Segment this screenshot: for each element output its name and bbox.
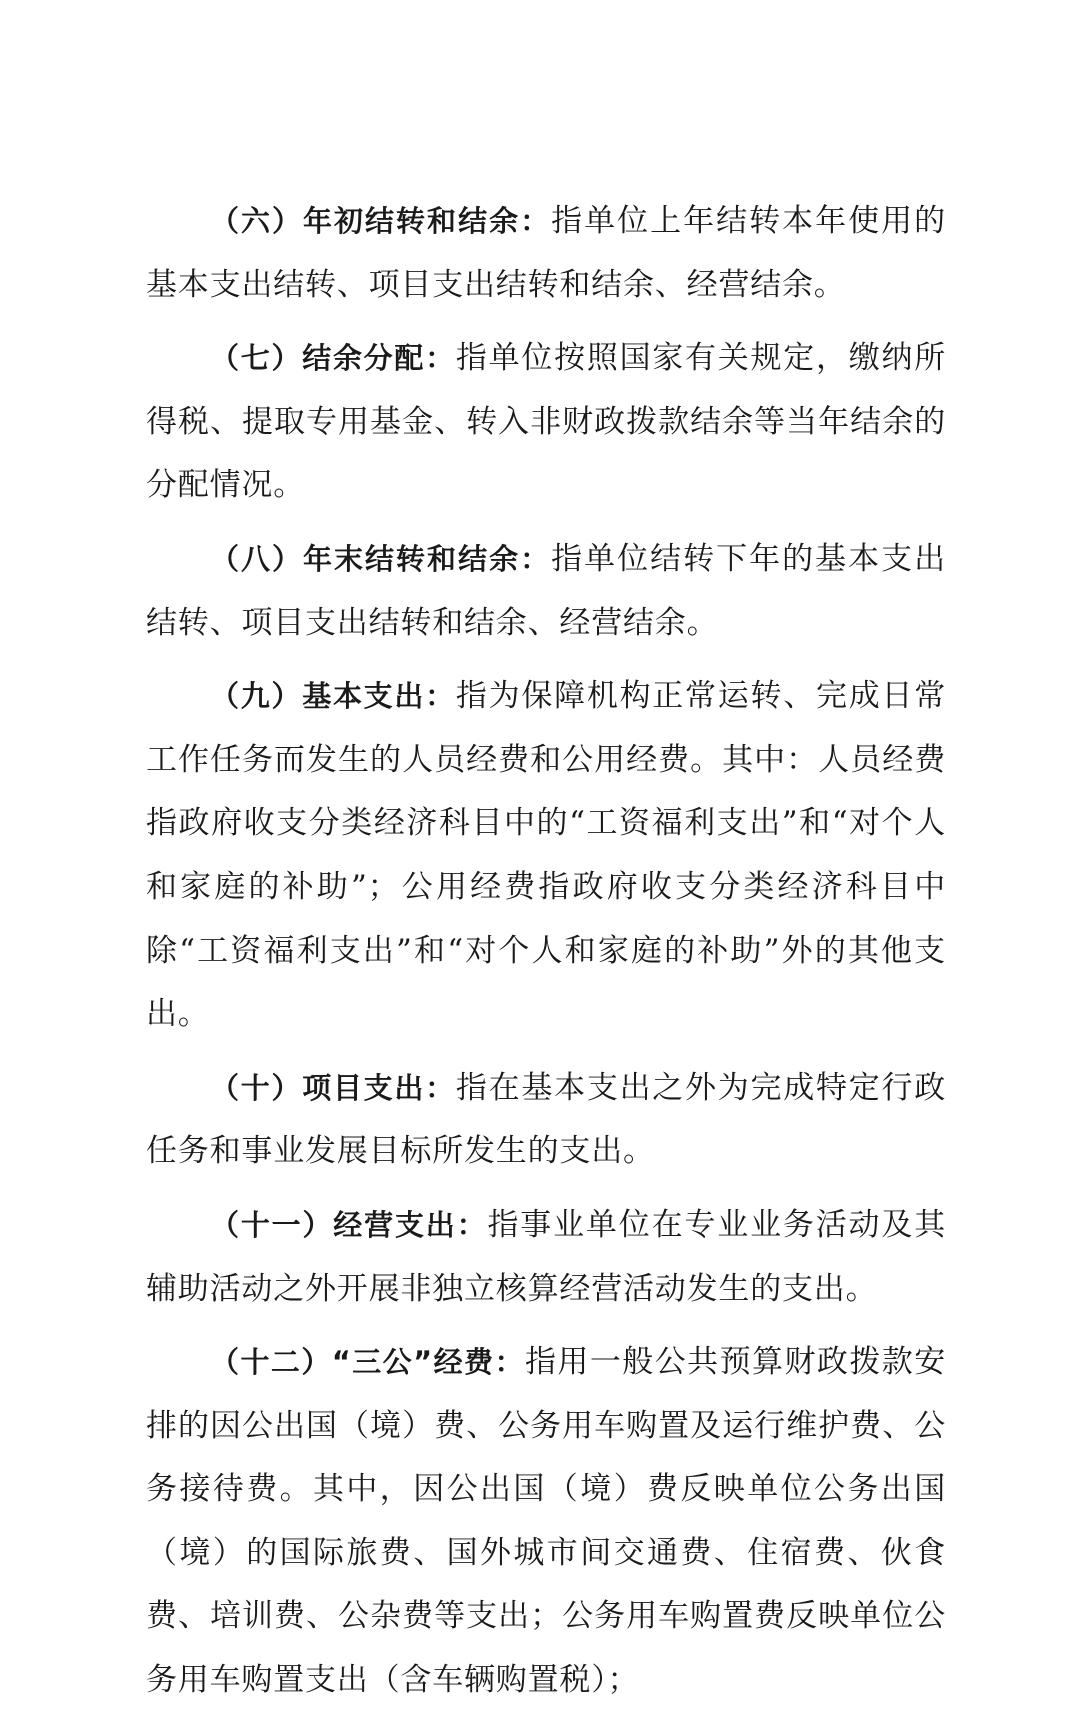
term-heading: （七）结余分配： xyxy=(210,341,456,376)
document-body xyxy=(146,190,946,1723)
paragraph-11 xyxy=(146,1194,946,1321)
term-heading: （十）项目支出： xyxy=(210,1070,456,1105)
term-heading: （六）年初结转和结余： xyxy=(210,204,552,238)
term-definition: 指在基本支出之外为完成特定行政任务和事业发展目标所发生的支出。 xyxy=(146,1069,946,1170)
term-heading: （十一）经营支出： xyxy=(210,1207,488,1242)
paragraph-6 xyxy=(146,190,946,317)
paragraph-8 xyxy=(146,528,946,655)
paragraph-9 xyxy=(146,665,946,1047)
term-definition: 指单位结转下年的基本支出结转、项目支出结转和结余、经营结余。 xyxy=(146,540,946,641)
paragraph-10 xyxy=(146,1057,946,1184)
term-definition: 指用一般公共预算财政拨款安排的因公出国（境）费、公务用车购置及运行维护费、公务接待费。其中，因公出国（境）费反映单位公务出国（境）的国际旅费、国外城市间交通费、住宿费、伙食费、培训费、公杂费等支出；公务用车购置费反映单位公务用车购置支出（含车辆购置税）； xyxy=(146,1344,946,1699)
term-definition: 指单位按照国家有关规定，缴纳所得税、提取专用基金、转入非财政拨款结余等当年结余的分配情况。 xyxy=(146,340,946,504)
term-heading: （八）年末结转和结余： xyxy=(210,541,552,576)
paragraph-12 xyxy=(146,1331,946,1713)
term-definition: 指单位上年结转本年使用的基本支出结转、项目支出结转和结余、经营结余。 xyxy=(146,203,946,303)
paragraph-7 xyxy=(146,327,946,518)
term-heading: （十二）“三公”经费： xyxy=(210,1345,525,1380)
term-definition: 指为保障机构正常运转、完成日常工作任务而发生的人员经费和公用经费。其中：人员经费指政府收支分类经济科目中的“工资福利支出”和“对个人和家庭的补助”；公用经费指政府收支分类经济科目中除“工资福利支出”和“对个人和家庭的补助”外的其他支出。 xyxy=(146,678,946,1033)
term-heading: （九）基本支出： xyxy=(210,679,456,714)
term-definition: 指事业单位在专业业务活动及其辅助活动之外开展非独立核算经营活动发生的支出。 xyxy=(146,1206,947,1307)
